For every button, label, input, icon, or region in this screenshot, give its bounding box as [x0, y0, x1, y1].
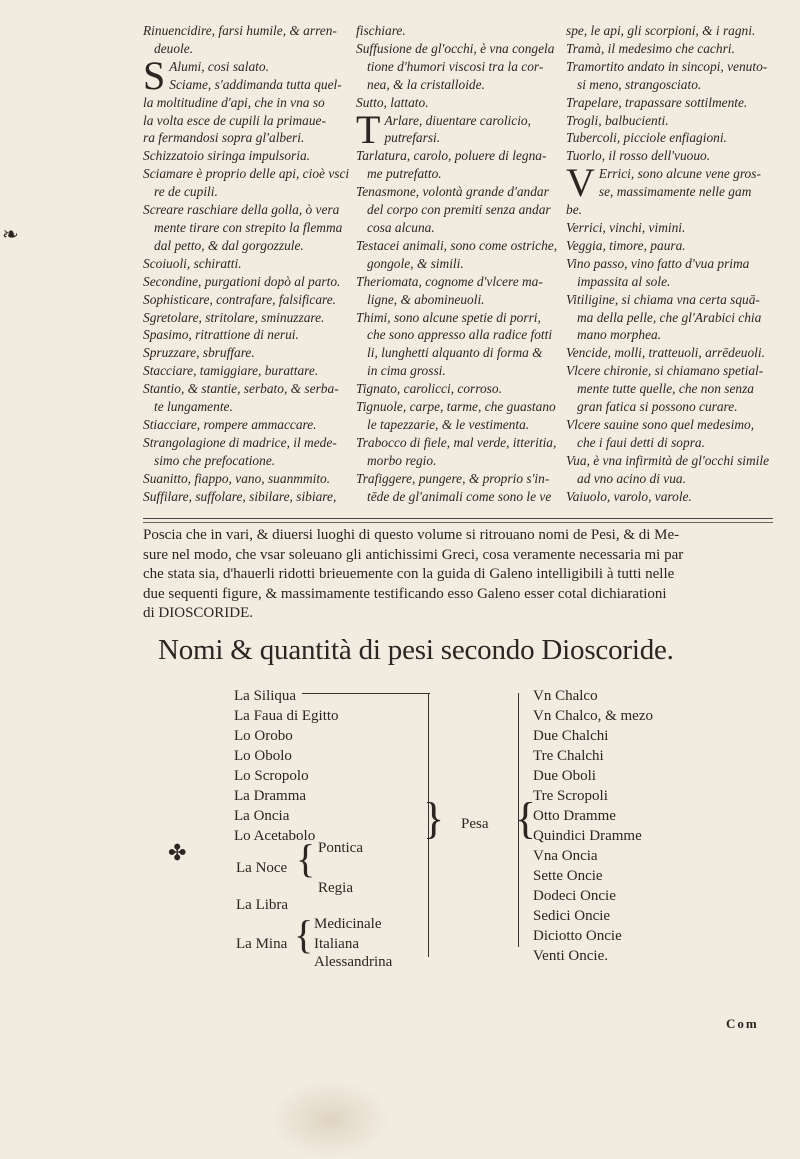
entry-line: Tignuole, carpe, tarme, che guastano: [356, 399, 556, 415]
entry-line: Suffilare, suffolare, sibilare, sibiare,: [143, 488, 337, 504]
glossary-entry: [566, 94, 786, 112]
weight-value: Tre Scropoli: [533, 788, 608, 804]
entry-line: cosa alcuna.: [367, 219, 435, 235]
entry-line: Screare raschiare della golla, ò vera: [143, 202, 340, 218]
glossary-entry: [566, 362, 786, 416]
libra-label: La Libra: [236, 897, 289, 913]
entry-line: ad vno acino di vua.: [577, 470, 686, 486]
entry-line: nea, & la cristalloide.: [367, 76, 485, 92]
glossary-entry: [356, 106, 556, 152]
glossary-entry: [143, 201, 348, 255]
entry-line: Sophisticare, contrafare, falsificare.: [143, 291, 337, 307]
entry-line: Rinuencidire, farsi humile, & arren-: [143, 23, 337, 38]
entry-line: Tenasmone, volontà grande d'andar: [356, 184, 549, 200]
entry-line: Strangolagione di madrice, il mede-: [143, 434, 337, 450]
entry-line: Stiacciare, rompere ammaccare.: [143, 416, 317, 432]
glossary-entry: [143, 255, 348, 273]
weight-value: Tre Chalchi: [533, 748, 604, 764]
glossary-entry: [356, 398, 556, 434]
entry-line: te lungamente.: [154, 399, 233, 415]
glossary-entry: [143, 416, 348, 434]
entry-line: mente tutte quelle, che non senza: [577, 381, 755, 397]
weight-value: Vn Chalco: [533, 688, 598, 704]
glossary-entry: [143, 309, 348, 327]
mina-brace: {: [294, 912, 314, 957]
entry-line: be.: [566, 202, 582, 218]
ornament-mark: ❧: [2, 224, 19, 246]
entry-line: ra fermandosi sopra gl'alberi.: [143, 130, 305, 146]
paragraph-line: sure nel modo, che vsar soleuano gli antichissimi Greci, cosa veramente necessaria mi par: [143, 546, 684, 563]
entry-line: Stantio, & stantie, serbato, & serba-: [143, 381, 339, 397]
mina-label: La Mina: [236, 936, 288, 952]
entry-line: Errici, sono alcune vene gros-: [598, 166, 761, 182]
glossary-entry: [566, 160, 786, 219]
entry-line: Schizzatoio siringa impulsoria.: [143, 148, 311, 164]
glossary-entry: [566, 219, 786, 237]
glossary-entry: [143, 326, 348, 344]
entry-line: Sgretolare, stritolare, sminuzzare.: [143, 309, 325, 325]
entry-line: se, massimamente nelle gam: [598, 184, 752, 200]
glossary-entry: [356, 309, 556, 381]
entry-line: putrefarsi.: [384, 130, 441, 146]
glossary-entry: [143, 380, 348, 416]
entry-line: che sono appresso alla radice fotti: [367, 327, 553, 343]
glossary-entry: [566, 129, 786, 147]
left-center-brace: }: [423, 794, 445, 843]
entry-line: tēde de gl'animali come sono le ve: [367, 488, 552, 504]
weight-value: Sedici Oncie: [533, 908, 611, 924]
noce-label: La Noce: [236, 860, 288, 876]
entry-line: spe, le api, gli scorpioni, & i ragni.: [566, 23, 756, 38]
glossary-entry: [356, 434, 556, 470]
weight-name: La Siliqua: [234, 688, 297, 704]
entry-line: Tubercoli, picciole enfiagioni.: [566, 130, 727, 146]
entry-line: Tramà, il medesimo che cachri.: [566, 40, 735, 56]
glossary-entry: [143, 470, 348, 488]
entry-line: Scoiuoli, schiratti.: [143, 255, 242, 271]
glossary-entry: [566, 488, 786, 506]
entry-line: Alumi, cosi salato.: [169, 58, 269, 74]
noce-variant: Pontica: [318, 840, 363, 856]
glossary-entry: [566, 40, 786, 58]
entry-line: Vlcere sauine sono quel medesimo,: [566, 416, 755, 432]
entry-line: mano morphea.: [577, 327, 662, 343]
entry-line: li, lunghetti alquanto di forma &: [367, 345, 543, 361]
glossary-entry: [143, 291, 348, 309]
weight-value: Vna Oncia: [533, 848, 598, 864]
glossary-entry: [143, 165, 348, 201]
entry-line: Sciame, s'addimanda tutta quel-: [169, 76, 342, 92]
weight-name: La Dramma: [234, 788, 307, 804]
glossary-entry: [566, 147, 786, 165]
entry-line: impassita al sole.: [577, 273, 671, 289]
glossary-entry: [566, 452, 786, 488]
weight-value: Due Oboli: [533, 768, 596, 784]
glossary-entry: [566, 112, 786, 130]
glossary-entry: [143, 344, 348, 362]
entry-line: Trapelare, trapassare sottilmente.: [566, 94, 748, 110]
entry-line: me putrefatto.: [367, 166, 442, 182]
entry-line: che i faui detti di sopra.: [577, 434, 705, 450]
entry-line: re de cupili.: [154, 184, 218, 200]
glossary-entry: [356, 94, 556, 112]
paragraph-line: due sequenti figure, & massimamente testificando esso Galeno esser cotal dichiarationi: [143, 585, 667, 602]
paragraph-line: che stata sia, d'hauerli ridotti brieuemente con la guida di Galeno intelligibili à tutti nelle: [143, 566, 675, 582]
noce-variant: Regia: [318, 880, 353, 896]
entry-line: le tapezzarie, & le vestimenta.: [367, 416, 530, 432]
intro-paragraph: [143, 526, 783, 624]
glossary-entry: [143, 147, 348, 165]
glossary-entry: [143, 52, 348, 148]
glossary-entry: [356, 237, 556, 273]
entry-line: mente tirare con strepito la flemma: [154, 219, 343, 235]
entry-line: ligne, & abomineuoli.: [367, 291, 485, 307]
entry-line: Vino passo, vino fatto d'vua prima: [566, 255, 750, 271]
pesa-label: Pesa: [461, 816, 489, 832]
drop-cap: V: [566, 160, 595, 206]
paragraph-line: di DIOSCORIDE.: [143, 605, 254, 621]
entry-line: Vlcere chironie, si chiamano spetial-: [566, 363, 764, 379]
entry-line: morbo regio.: [367, 452, 437, 468]
glossary-entry: [356, 273, 556, 309]
glossary-column-3: [566, 22, 786, 505]
entry-line: Tignato, carolicci, corroso.: [356, 381, 502, 397]
ornament-mark: ✤: [168, 840, 187, 865]
entry-line: Theriomata, cognome d'vlcere ma-: [356, 273, 543, 289]
section-divider-thin: [143, 522, 773, 523]
weight-name: Lo Scropolo: [234, 768, 309, 784]
weight-name: Lo Acetabolo: [234, 828, 316, 844]
entry-line: la volta esce de cupili la primaue-: [143, 112, 326, 128]
weight-value: Venti Oncie.: [533, 948, 608, 964]
glossary-entry: [356, 147, 556, 183]
glossary-entry: [143, 273, 348, 291]
weight-value: Dodeci Oncie: [533, 888, 616, 904]
glossary-entry: [566, 291, 786, 345]
entry-line: Trogli, balbucienti.: [566, 112, 669, 128]
glossary-entry: [566, 255, 786, 291]
glossary-entry: [143, 488, 348, 506]
entry-line: gongole, & simili.: [367, 255, 464, 271]
entry-line: Vua, è vna infirmità de gl'occhi simile: [566, 452, 770, 468]
entry-line: Testacei animali, sono come ostriche,: [356, 237, 558, 253]
paper-stain: [270, 1080, 390, 1159]
glossary-entry: [566, 58, 786, 94]
entry-line: ma della pelle, che gl'Arabici chia: [577, 309, 762, 325]
entry-line: si meno, strangosciato.: [577, 76, 702, 92]
entry-line: Secondine, purgationi dopò al parto.: [143, 273, 341, 289]
glossary-entry: [356, 470, 556, 506]
weight-name: Lo Orobo: [234, 728, 293, 744]
entry-line: Tuorlo, il rosso dell'vuouo.: [566, 148, 711, 164]
glossary-entry: [566, 237, 786, 255]
glossary-entry: [356, 380, 556, 398]
right-vertical-rule: [518, 693, 519, 947]
weight-name: La Oncia: [234, 808, 290, 824]
entry-line: gran fatica si possono curare.: [577, 399, 738, 415]
glossary-entry: [143, 362, 348, 380]
glossary-entry: [566, 344, 786, 362]
entry-line: Tarlatura, carolo, poluere di legna-: [356, 148, 547, 164]
entry-line: deuole.: [154, 40, 194, 56]
entry-line: Verrici, vinchi, vimini.: [566, 219, 686, 235]
weight-value: Quindici Dramme: [533, 828, 642, 844]
entry-line: tione d'humori viscosi tra la cor-: [367, 58, 544, 74]
entry-line: Veggia, timore, paura.: [566, 237, 686, 253]
entry-line: Vaiuolo, varolo, varole.: [566, 488, 692, 504]
entry-line: Trabocco di fiele, mal verde, itteritia,: [356, 434, 557, 450]
glossary-column-1: [143, 22, 348, 505]
entry-line: del corpo con premiti senza andar: [367, 202, 551, 218]
entry-line: Spruzzare, sbruffare.: [143, 345, 255, 361]
catchword: Com: [726, 1016, 759, 1031]
drop-cap: T: [356, 106, 381, 152]
noce-brace: {: [296, 836, 316, 881]
entry-line: la moltitudine d'api, che in vna so: [143, 94, 325, 110]
glossary-entry: [356, 22, 556, 40]
glossary-entry: [566, 416, 786, 452]
glossary-entry: [143, 22, 348, 58]
entry-line: Stacciare, tamiggiare, burattare.: [143, 363, 319, 379]
entry-line: Vitiligine, si chiama vna certa squā-: [566, 291, 760, 307]
mina-variant: Alessandrina: [314, 954, 393, 970]
weight-value: Sette Oncie: [533, 868, 603, 884]
glossary-entry: [566, 22, 786, 40]
entry-line: Arlare, diuentare carolicio,: [384, 112, 531, 128]
entry-line: Suanitto, fiappo, vano, suanmmito.: [143, 470, 331, 486]
glossary-entry: [356, 183, 556, 237]
weight-name: La Faua di Egitto: [234, 708, 339, 724]
entry-line: Tramortito andato in sincopi, venuto-: [566, 58, 768, 74]
drop-cap: S: [143, 52, 166, 98]
mina-variant: Italiana: [314, 936, 359, 952]
entry-line: dal petto, & dal gorgozzule.: [154, 237, 304, 253]
entry-line: Sutto, lattato.: [356, 94, 429, 110]
entry-line: in cima grossi.: [367, 363, 446, 379]
weight-value: Diciotto Oncie: [533, 928, 622, 944]
entry-line: fischiare.: [356, 23, 406, 38]
mina-variant: Medicinale: [314, 916, 382, 932]
entry-line: Sciamare è proprio delle api, cioè vsci: [143, 166, 350, 182]
weight-value: Vn Chalco, & mezo: [533, 708, 653, 724]
glossary-entry: [356, 40, 556, 94]
left-top-rule: [302, 693, 430, 694]
entry-line: Spasimo, ritrattione di nerui.: [143, 327, 299, 343]
glossary-entry: [143, 434, 348, 470]
paragraph-line: Poscia che in vari, & diuersi luoghi di questo volume si ritrouano nomi de Pesi, & di Me-: [143, 527, 680, 543]
entry-line: Suffusione de gl'occhi, è vna congela: [356, 40, 555, 56]
section-divider: [143, 518, 773, 519]
entry-line: simo che prefocatione.: [154, 452, 276, 468]
weight-value: Otto Dramme: [533, 808, 616, 824]
weight-name: Lo Obolo: [234, 748, 292, 764]
weights-heading: Nomi & quantità di pesi secondo Dioscoride.: [158, 634, 674, 666]
glossary-column-2: [356, 22, 556, 505]
right-center-brace: {: [515, 794, 537, 843]
weight-value: Due Chalchi: [533, 728, 609, 744]
entry-line: Vencide, molli, tratteuoli, arrēdeuoli.: [566, 345, 765, 361]
entry-line: Trafiggere, pungere, & proprio s'in-: [356, 470, 550, 486]
entry-line: Thimi, sono alcune spetie di porri,: [356, 309, 541, 325]
